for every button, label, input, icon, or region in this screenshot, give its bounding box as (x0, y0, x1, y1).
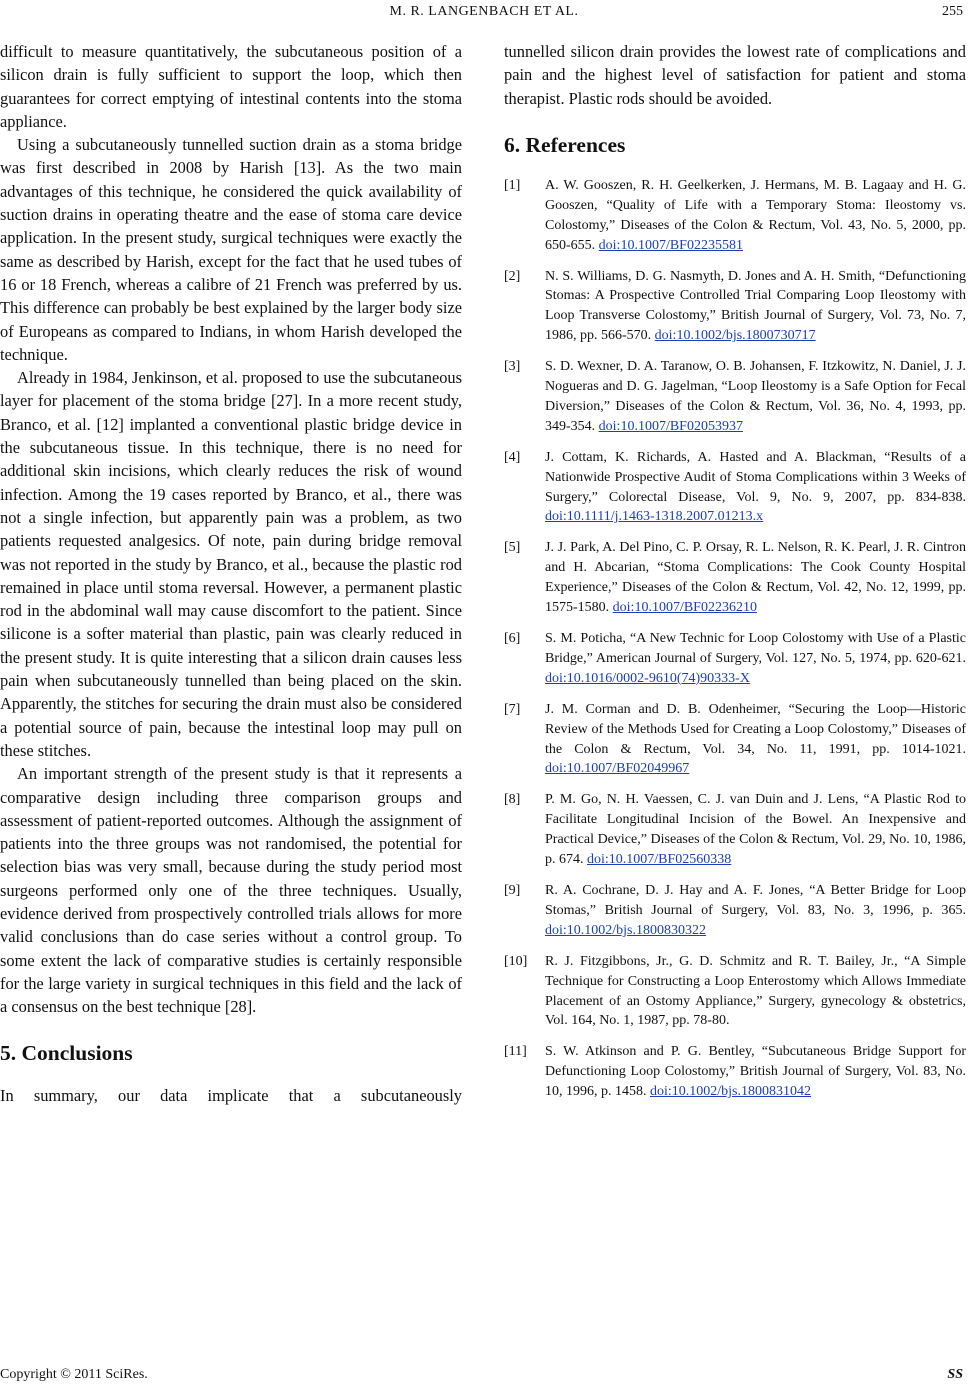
reference-number: [6] (504, 631, 521, 647)
body-paragraph: Already in 1984, Jenkinson, et al. proposed to use the subcutaneous layer for placement of the stoma bridge [27]. In a more recent study, Branco, et al. [12] implanted a conventional plastic bridge device in the subcutaneous tissue. In this technique, there is no need for additional skin incisions, which clearly reduces the risk of wound infection. Among the 19 cases reported by Branco, et al., there was not a single infection, but apparently pain was a problem, as two patients requested analgesics. Of note, pain during bridge removal was not reported in the study by Branco, et al., because the plastic rod remained in place until stoma reversal. However, a permanent plastic rod in the abdominal wall may cause discomfort to the patient. Since silicone is a softer material than plastic, pain was clearly reduced in the present study. It is quite interesting that a silicon drain causes less pain when subcutaneously tunnelled than being placed on the skin. Apparently, the stitches for securing the drain must also be considered a potential source of pain, because the intestinal loop may pull on these stitches. (0, 368, 462, 760)
right-column (504, 40, 966, 1113)
reference-item (504, 952, 966, 1032)
reference-doi-link[interactable]: doi:10.1007/BF02235581 (598, 237, 743, 253)
reference-doi-link[interactable]: doi:10.1007/BF02560338 (587, 852, 732, 868)
reference-doi-link[interactable]: doi:10.1007/BF02049967 (545, 761, 690, 777)
reference-item (504, 176, 966, 256)
conclusions-paragraph-end: tunnelled silicon drain provides the lowest rate of complications and pain and the highest level of satisfaction for patient and stoma therapist. Plastic rods should be avoided. (504, 42, 966, 108)
page-header (0, 3, 968, 25)
reference-item (504, 448, 966, 528)
reference-text: R. J. Fitzgibbons, Jr., G. D. Schmitz and R. T. Bailey, Jr., “A Simple Technique for Constructing a Loop Enterostomy which Allows Immediate Placement of an Ostomy Appliance,” Surgery, gynecology & obstetrics, Vol. 164, No. 1, 1987, pp. 78-80. (545, 953, 966, 1029)
reference-text: P. M. Go, N. H. Vaessen, C. J. van Duin and J. Lens, “A Plastic Rod to Facilitate Longitudinal Incision of the Bowel. An Inexpensive and Practical Device,” Diseases of the Colon & Rectum, Vol. 29, No. 10, 1986, p. 674. (545, 792, 966, 868)
reference-doi-link[interactable]: doi:10.1002/bjs.1800831042 (650, 1084, 812, 1100)
copyright-notice: Copyright © 2011 SciRes. (0, 1367, 148, 1382)
reference-number: [5] (504, 540, 521, 556)
body-paragraph: An important strength of the present study is that it represents a comparative design including three comparison groups and assessment of patient-reported outcomes. Although the assignment of patients into the three groups was not randomised, the potential for selection bias was very small, because during the study period most surgeons performed only one of the three techniques. Usually, evidence derived from prospectively controlled trials allows for more valid conclusions than do case series without a control group. To some extent the lack of comparative studies is certainly responsible for the large variety in surgical techniques in this field and the lack of a consensus on the best technique [28]. (0, 764, 462, 1017)
reference-number: [11] (504, 1044, 527, 1060)
references-list (504, 176, 966, 1102)
reference-text: A. W. Gooszen, R. H. Geelkerken, J. Hermans, M. B. Lagaay and H. G. Gooszen, “Quality of Life with a Temporary Stoma: Ileostomy vs. Colostomy,” Diseases of the Colon & Rectum, Vol. 43, No. 5, 2000, pp. 650-655. (545, 177, 966, 253)
left-column (0, 40, 462, 1108)
reference-number: [7] (504, 701, 521, 717)
reference-text: R. A. Cochrane, D. J. Hay and A. F. Jones, “A Better Bridge for Loop Stomas,” British Journal of Surgery, Vol. 83, No. 3, 1996, p. 365. (545, 882, 966, 918)
journal-abbreviation: SS (947, 1367, 963, 1382)
references-heading: 6. References (504, 132, 626, 157)
reference-text: J. M. Corman and D. B. Odenheimer, “Securing the Loop—Historic Review of the Methods Used for Creating a Loop Colostomy,” Diseases of the Colon & Rectum, Vol. 34, No. 11, 1991, pp. 1014-1021. (545, 701, 966, 757)
reference-text: J. Cottam, K. Richards, A. Hasted and A. Blackman, “Results of a Nationwide Prospective Audit of Stoma Complications within 3 Weeks of Surgery,” Colorectal Disease, Vol. 9, No. 9, 2007, pp. 834-838. (545, 449, 966, 505)
reference-item (504, 538, 966, 618)
reference-item (504, 267, 966, 347)
reference-item (504, 881, 966, 941)
reference-doi-link[interactable]: doi:10.1007/BF02236210 (612, 600, 757, 616)
body-paragraph: Using a subcutaneously tunnelled suction drain as a stoma bridge was first described in 2008 by Harish [13]. As the two main advantages of this technique, he considered the quick availability of suction drains in operating theatre and the ease of stoma care device application. In the present study, surgical techniques were exactly the same as described by Harish, except for the fact that he used tubes of 16 or 18 French, whereas a calibre of 21 French was preferred by us. This difference can probably be best explained by the larger body size of Europeans as compared to Indians, in whom Harish developed the technique. (0, 135, 462, 364)
conclusions-heading: 5. Conclusions (0, 1041, 133, 1066)
reference-item (504, 790, 966, 870)
page-number: 255 (942, 4, 963, 19)
reference-doi-link[interactable]: doi:10.1002/bjs.1800830322 (545, 922, 707, 938)
reference-doi-link[interactable]: doi:10.1016/0002-9610(74)90333-X (545, 670, 750, 686)
reference-number: [3] (504, 359, 521, 375)
reference-doi-link[interactable]: doi:10.1111/j.1463-1318.2007.01213.x (545, 509, 764, 525)
reference-number: [4] (504, 449, 521, 465)
reference-text: S. D. Wexner, D. A. Taranow, O. B. Johansen, F. Itzkowitz, N. Daniel, J. J. Nogueras and D. G. Jagelman, “Loop Ileostomy is a Safe Option for Fecal Diversion,” Diseases of the Colon & Rectum, Vol. 36, No. 4, 1993, pp. 349-354. (545, 359, 966, 434)
reference-text: J. J. Park, A. Del Pino, C. P. Orsay, R. L. Nelson, R. K. Pearl, J. R. Cintron and H. Abcarian, “Stoma Complications: The Cook County Hospital Experience,” Diseases of the Colon & Rectum, Vol. 42, No. 12, 1999, pp. 1575-1580. (545, 540, 966, 616)
reference-number: [1] (504, 177, 521, 193)
reference-item (504, 700, 966, 780)
reference-text: S. W. Atkinson and P. G. Bentley, “Subcutaneous Bridge Support for Defunctioning Loop Colostomy,” British Journal of Surgery, Vol. 83, No. 10, 1996, p. 1458. (545, 1044, 966, 1100)
body-paragraph: difficult to measure quantitatively, the subcutaneous position of a silicon drain is fully sufficient to support the loop, which then guarantees for correct emptying of intestinal contents into the stoma appliance. (0, 42, 462, 131)
reference-item (504, 357, 966, 437)
conclusions-paragraph-start: In summary, our data implicate that a subcutaneously (0, 1086, 462, 1106)
reference-doi-link[interactable]: doi:10.1007/BF02053937 (598, 418, 743, 434)
reference-number: [10] (504, 953, 528, 969)
reference-number: [2] (504, 268, 521, 284)
running-head: M. R. LANGENBACH ET AL. (389, 4, 579, 19)
reference-item (504, 1042, 966, 1102)
reference-doi-link[interactable]: doi:10.1002/bjs.1800730717 (654, 328, 816, 344)
reference-text: N. S. Williams, D. G. Nasmyth, D. Jones and A. H. Smith, “Defunctioning Stomas: A Prospective Controlled Trial Comparing Loop Ileostomy with Loop Transverse Colostomy,” British Journal of Surgery, Vol. 73, No. 7, 1986, pp. 566-570. (545, 268, 966, 344)
reference-item (504, 629, 966, 689)
reference-number: [8] (504, 792, 521, 808)
reference-text: S. M. Poticha, “A New Technic for Loop Colostomy with Use of a Plastic Bridge,” American Journal of Surgery, Vol. 127, No. 5, 1974, pp. 620-621. (545, 631, 966, 666)
reference-number: [9] (504, 882, 521, 898)
